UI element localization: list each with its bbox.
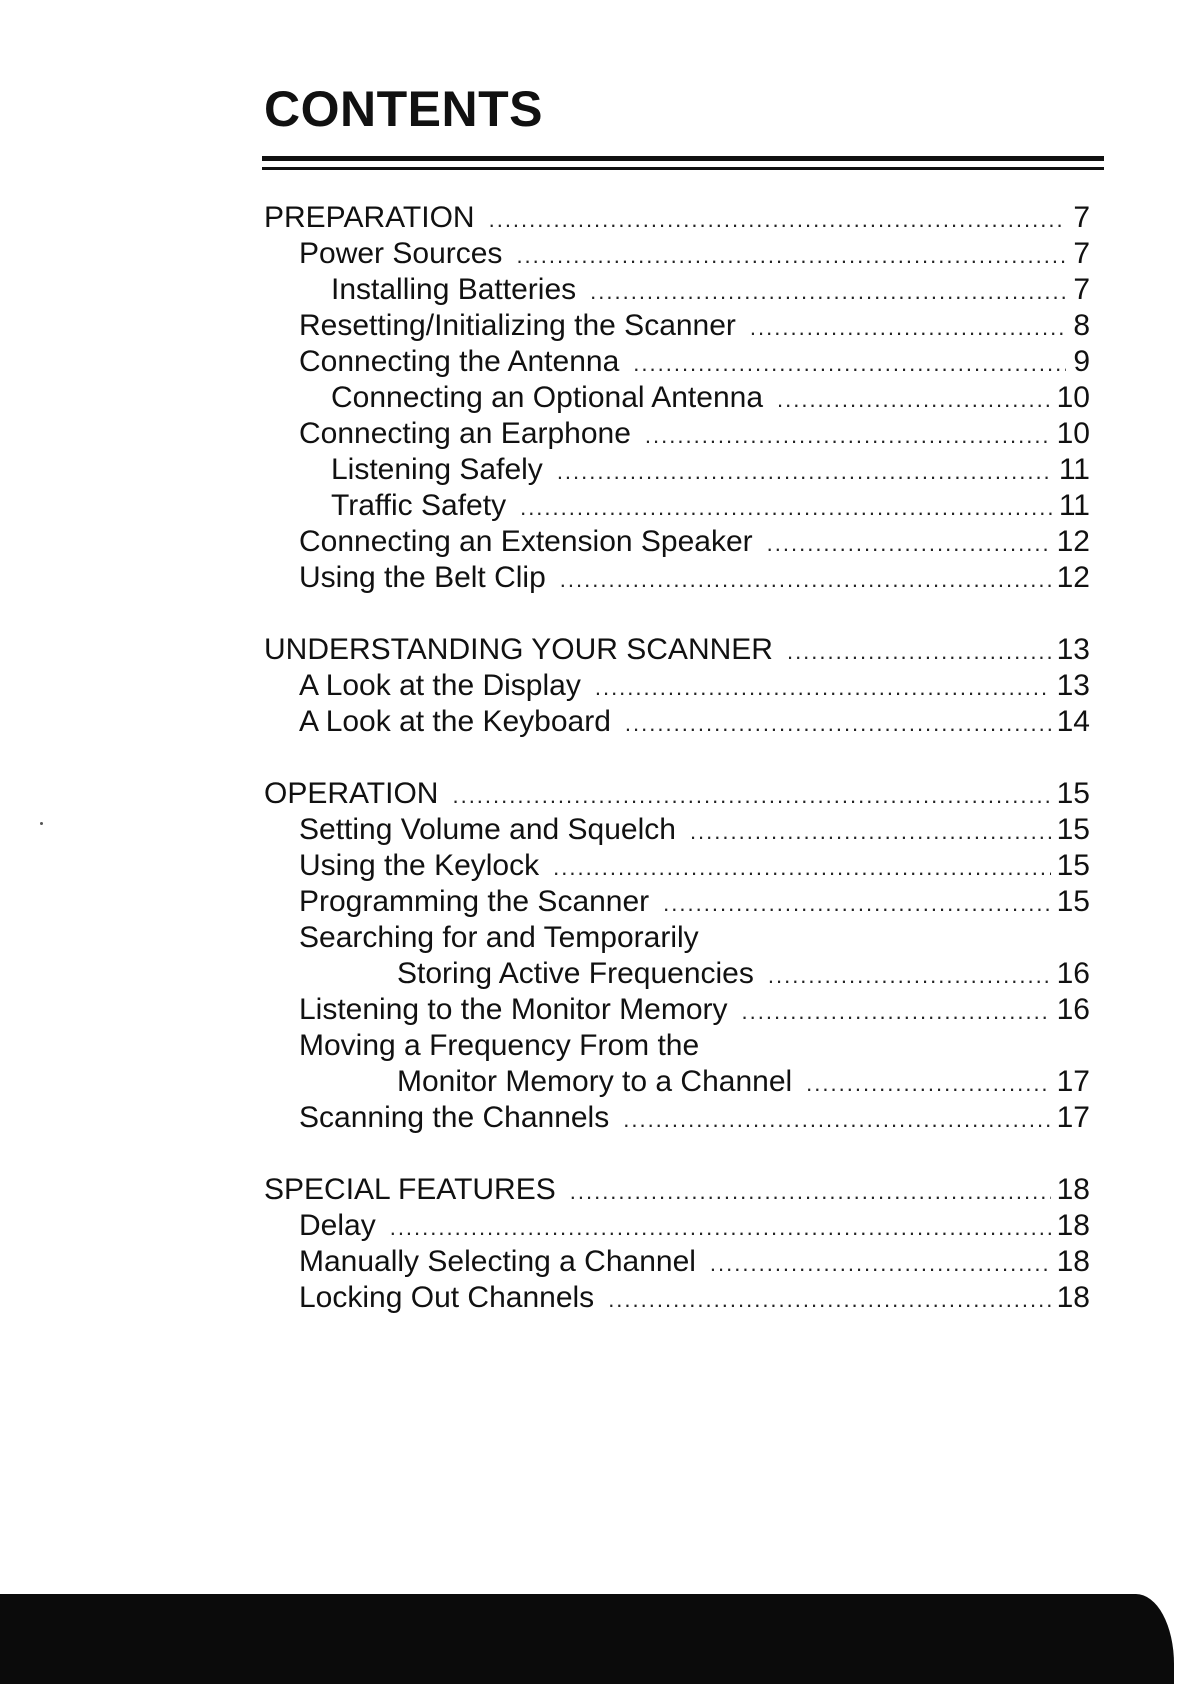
toc-entry[interactable] bbox=[264, 560, 1090, 596]
dot-leader bbox=[633, 346, 1066, 382]
dot-leader bbox=[516, 238, 1066, 274]
toc-entry-label: Delay bbox=[299, 1209, 376, 1242]
toc-entry-label: A Look at the Keyboard bbox=[299, 705, 611, 738]
toc-entry-label: Moving a Frequency From the bbox=[299, 1029, 700, 1062]
dot-leader bbox=[806, 1066, 1050, 1102]
toc-page-number: 16 bbox=[1056, 957, 1090, 990]
toc-entry-label: Using the Keylock bbox=[299, 849, 540, 882]
toc-entry-label: Installing Batteries bbox=[331, 273, 577, 306]
toc-entry[interactable] bbox=[264, 1064, 1090, 1100]
toc-entry-label: Resetting/Initializing the Scanner bbox=[299, 309, 736, 342]
dot-leader bbox=[553, 850, 1051, 886]
toc-entry-label: Using the Belt Clip bbox=[299, 561, 546, 594]
toc-page-number: 17 bbox=[1056, 1101, 1090, 1134]
toc-page-number: 17 bbox=[1056, 1065, 1090, 1098]
table-of-contents bbox=[264, 200, 1090, 1352]
dot-leader bbox=[742, 994, 1051, 1030]
toc-page-number: 11 bbox=[1058, 489, 1090, 522]
toc-page-number: 14 bbox=[1056, 705, 1090, 738]
page-footer-bar bbox=[0, 1594, 1174, 1684]
dot-leader bbox=[750, 310, 1066, 346]
toc-page-number: 18 bbox=[1056, 1173, 1090, 1206]
toc-entry[interactable] bbox=[264, 920, 1090, 956]
title-rule bbox=[262, 156, 1104, 161]
dot-leader bbox=[590, 274, 1066, 310]
toc-page-number: 15 bbox=[1056, 885, 1090, 918]
dot-leader bbox=[608, 1282, 1050, 1318]
dot-leader bbox=[787, 634, 1051, 670]
toc-entry[interactable] bbox=[264, 1280, 1090, 1316]
toc-page-number: 15 bbox=[1056, 849, 1090, 882]
toc-entry-label: Monitor Memory to a Channel bbox=[397, 1065, 793, 1098]
toc-entry-label: Connecting an Earphone bbox=[299, 417, 631, 450]
toc-page-number: 18 bbox=[1056, 1245, 1090, 1278]
dot-leader bbox=[645, 418, 1051, 454]
dot-leader bbox=[690, 814, 1051, 850]
dot-leader bbox=[489, 202, 1066, 238]
toc-entry[interactable] bbox=[264, 992, 1090, 1028]
dot-leader bbox=[520, 490, 1053, 526]
toc-entry-label: OPERATION bbox=[264, 777, 439, 810]
toc-page-number: 9 bbox=[1073, 345, 1090, 378]
toc-section bbox=[264, 200, 1090, 596]
toc-entry-label: Storing Active Frequencies bbox=[397, 957, 754, 990]
toc-page-number: 15 bbox=[1056, 777, 1090, 810]
toc-page-number: 7 bbox=[1073, 201, 1090, 234]
page-title: CONTENTS bbox=[264, 81, 543, 137]
toc-entry-label: SPECIAL FEATURES bbox=[264, 1173, 556, 1206]
toc-entry-label: Connecting the Antenna bbox=[299, 345, 620, 378]
dot-leader bbox=[570, 1174, 1051, 1210]
toc-page-number: 18 bbox=[1056, 1209, 1090, 1242]
toc-entry-label: Programming the Scanner bbox=[299, 885, 650, 918]
toc-entry[interactable] bbox=[264, 848, 1090, 884]
toc-entry-label: Manually Selecting a Channel bbox=[299, 1245, 696, 1278]
toc-page-number: 13 bbox=[1056, 633, 1090, 666]
toc-entry[interactable] bbox=[264, 1244, 1090, 1280]
toc-page-number: 7 bbox=[1073, 237, 1090, 270]
dot-leader bbox=[625, 706, 1051, 742]
dot-leader bbox=[777, 382, 1051, 418]
toc-entry[interactable] bbox=[264, 884, 1090, 920]
toc-chapter-entry[interactable] bbox=[264, 200, 1090, 236]
toc-page-number: 16 bbox=[1056, 993, 1090, 1026]
toc-entry[interactable] bbox=[264, 704, 1090, 740]
toc-entry-label: Scanning the Channels bbox=[299, 1101, 610, 1134]
dot-leader bbox=[560, 562, 1051, 598]
scan-speck bbox=[40, 822, 43, 825]
toc-entry[interactable] bbox=[264, 1028, 1090, 1064]
toc-entry-label: PREPARATION bbox=[264, 201, 475, 234]
toc-page-number: 10 bbox=[1056, 381, 1090, 414]
toc-entry-label: A Look at the Display bbox=[299, 669, 581, 702]
dot-leader bbox=[557, 454, 1053, 490]
dot-leader bbox=[710, 1246, 1051, 1282]
toc-entry[interactable] bbox=[264, 1208, 1090, 1244]
title-rule-secondary bbox=[262, 167, 1104, 170]
toc-page-number: 15 bbox=[1056, 813, 1090, 846]
toc-section bbox=[264, 1172, 1090, 1316]
toc-entry-label: Searching for and Temporarily bbox=[299, 921, 699, 954]
toc-chapter-entry[interactable] bbox=[264, 632, 1090, 668]
toc-page-number: 13 bbox=[1056, 669, 1090, 702]
toc-entry[interactable] bbox=[264, 416, 1090, 452]
toc-chapter-entry[interactable] bbox=[264, 1172, 1090, 1208]
dot-leader bbox=[452, 778, 1050, 814]
dot-leader bbox=[595, 670, 1051, 706]
toc-page-number: 10 bbox=[1056, 417, 1090, 450]
toc-entry-label: Connecting an Extension Speaker bbox=[299, 525, 753, 558]
toc-page-number: 7 bbox=[1073, 273, 1090, 306]
toc-entry[interactable] bbox=[264, 272, 1090, 308]
toc-entry-label: Listening Safely bbox=[331, 453, 543, 486]
toc-entry[interactable] bbox=[264, 1100, 1090, 1136]
toc-entry[interactable] bbox=[264, 452, 1090, 488]
toc-chapter-entry[interactable] bbox=[264, 776, 1090, 812]
toc-entry[interactable] bbox=[264, 812, 1090, 848]
toc-entry[interactable] bbox=[264, 956, 1090, 992]
toc-entry[interactable] bbox=[264, 236, 1090, 272]
toc-section bbox=[264, 632, 1090, 740]
toc-entry[interactable] bbox=[264, 668, 1090, 704]
toc-entry[interactable] bbox=[264, 380, 1090, 416]
toc-entry[interactable] bbox=[264, 524, 1090, 560]
toc-entry-label: UNDERSTANDING YOUR SCANNER bbox=[264, 633, 773, 666]
dot-leader bbox=[768, 958, 1051, 994]
dot-leader bbox=[767, 526, 1051, 562]
toc-page-number: 8 bbox=[1073, 309, 1090, 342]
dot-leader bbox=[663, 886, 1050, 922]
toc-entry-label: Locking Out Channels bbox=[299, 1281, 595, 1314]
toc-entry-label: Power Sources bbox=[299, 237, 503, 270]
toc-entry[interactable] bbox=[264, 488, 1090, 524]
toc-entry-label: Connecting an Optional Antenna bbox=[331, 381, 763, 414]
toc-entry-label: Traffic Safety bbox=[331, 489, 507, 522]
toc-page-number: 12 bbox=[1056, 525, 1090, 558]
toc-page-number: 11 bbox=[1058, 453, 1090, 486]
toc-page-number: 18 bbox=[1056, 1281, 1090, 1314]
toc-section bbox=[264, 776, 1090, 1136]
toc-entry[interactable] bbox=[264, 308, 1090, 344]
dot-leader bbox=[390, 1210, 1051, 1246]
dot-leader bbox=[623, 1102, 1050, 1138]
toc-page-number: 12 bbox=[1056, 561, 1090, 594]
toc-entry[interactable] bbox=[264, 344, 1090, 380]
toc-entry-label: Setting Volume and Squelch bbox=[299, 813, 676, 846]
toc-entry-label: Listening to the Monitor Memory bbox=[299, 993, 728, 1026]
